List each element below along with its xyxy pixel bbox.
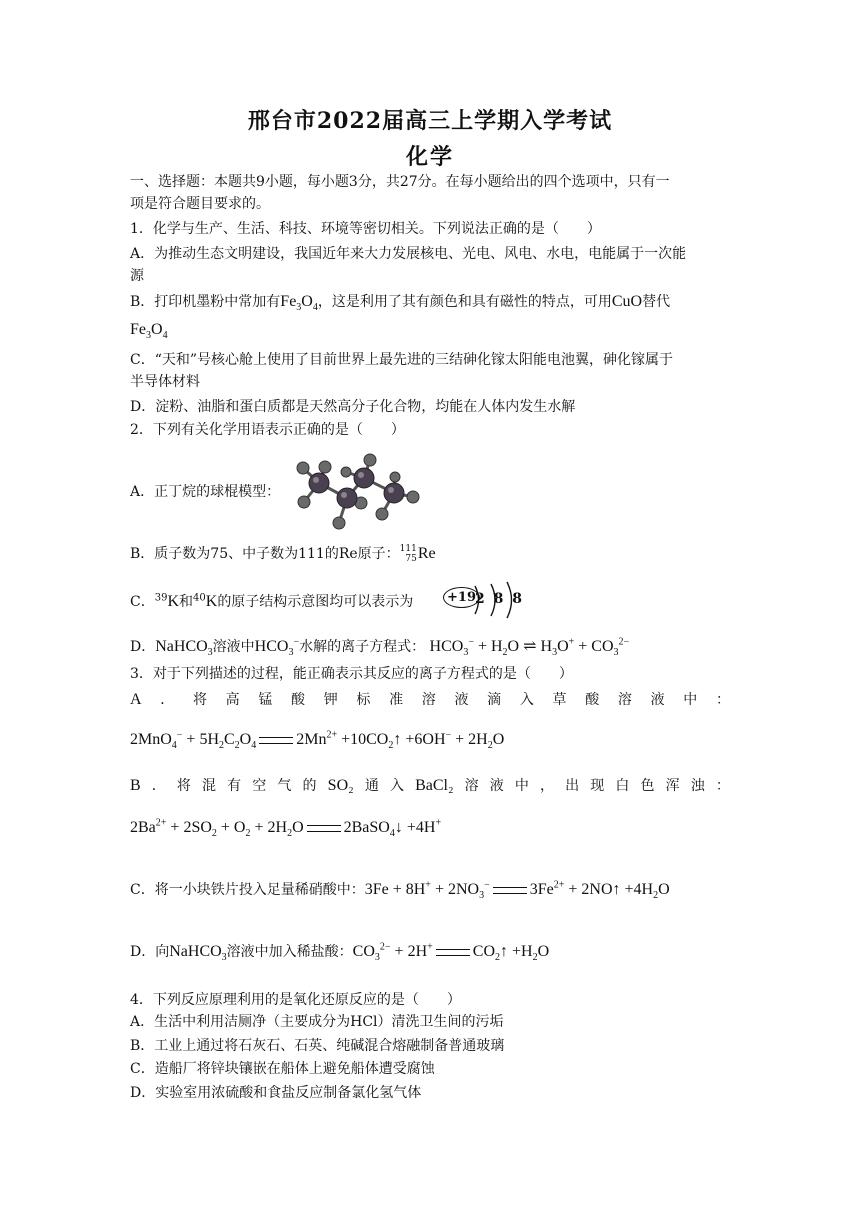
exam-subject: 化学: [405, 144, 454, 170]
q1-b-text: B．打印机墨粉中常加有: [130, 294, 281, 310]
re-symbol: Re: [417, 545, 436, 562]
q3-b-char: 现: [590, 778, 605, 794]
q2-d-label: D．: [130, 639, 156, 655]
q2-d-text2: 水解的离子方程式：: [299, 639, 426, 655]
q3-b-char: 空: [252, 778, 267, 794]
q2-c-text: 的原子结构示意图均可以表示为: [217, 594, 414, 610]
q3-option-a-equation: $2MnO_4^- + 5H_2C_2O_4$ $2Mn^{2+}$ $+10CO_2↑ +6OH^- + 2H_2O$: [130, 729, 505, 752]
q3-stem: 3．对于下列描述的过程，能正确表示其反应的离子方程式的是（ ）: [130, 666, 573, 682]
q1-b-text2: ，这是利用了其有颜色和具有磁性的特点，可用: [317, 294, 612, 310]
section-heading-cont: 项是符合题目要求的。: [130, 196, 270, 212]
q3-b-char: BaCl₂: [415, 777, 454, 794]
k40-mass: 40: [193, 592, 206, 604]
q3-b-char: 将: [176, 778, 191, 794]
q3-a-char: 液: [650, 692, 665, 708]
q3-b-char: B: [130, 777, 141, 794]
q3-b-char: ．: [151, 778, 166, 794]
q3-d-text2: 溶液中加入稀盐酸：: [226, 944, 353, 960]
q2-c-and: 和: [179, 594, 194, 610]
q3-b-char: ，: [540, 778, 555, 794]
q1-b-text3: 替代: [642, 294, 671, 310]
q3-b-char: 中: [514, 778, 529, 794]
q2-option-d: [130, 637, 629, 657]
q2-option-a: A．正丁烷的球棍模型：: [130, 484, 281, 500]
q3-b-char: 的: [302, 778, 317, 794]
q1-option-b: [130, 292, 670, 312]
q1-option-a-cont: 源: [130, 268, 144, 284]
q4-option-b: B．工业上通过将石灰石、石英、纯碱混合熔融制备普通玻璃: [130, 1038, 505, 1054]
q3-a-char: 溶: [421, 692, 436, 708]
section-heading: 一、选择题：本题共9小题，每小题3分，共27分。在每小题给出的四个选项中，只有一: [130, 174, 670, 190]
q1-option-b-cont: $Fe_3O_4$: [130, 321, 168, 342]
q1-option-a: A．为推动生态文明建设，我国近年来大力发展核电、光电、风电、水电，电能属于一次能: [130, 246, 687, 262]
q3-a-char: 溶: [617, 692, 632, 708]
q3-option-d: [130, 942, 549, 962]
formula-hco3-ion: $HCO_3^-$: [254, 636, 300, 659]
k-symbol: K: [167, 593, 180, 610]
q3-a-char: 高: [225, 692, 240, 708]
nucleus-charge: +19: [443, 587, 480, 608]
q3-a-char: 入: [519, 692, 534, 708]
q3-a-char: 锰: [258, 692, 273, 708]
q3-a-char: 钾: [323, 692, 338, 708]
q3-a-char: A: [130, 691, 142, 708]
q3-b-char: ：: [715, 778, 730, 794]
re-mass-number: 111: [399, 544, 417, 554]
q3-b-char: 通: [364, 778, 379, 794]
butane-ball-stick-model: [290, 450, 430, 535]
q3-a-char: 将: [192, 692, 207, 708]
q4-option-d: D．实验室用浓硫酸和食盐反应制备氯化氢气体: [130, 1085, 422, 1101]
q3-a-char: ．: [160, 692, 175, 708]
formula-nahco3-2: NaHCO$_3$: [169, 943, 227, 964]
q3-d-equation: $CO_3^{2-} + 2H^+$ $CO_2↑ +H_2O$: [352, 941, 550, 964]
q2-option-b: [130, 544, 436, 564]
q1-stem: 1．化学与生产、生活、科技、环境等密切相关。下列说法正确的是（ ）: [130, 221, 601, 237]
q1-option-c-cont: 半导体材料: [130, 374, 200, 390]
q3-option-b: [130, 776, 730, 796]
q3-a-char: 准: [389, 692, 404, 708]
q3-option-c: [130, 880, 670, 900]
q4-stem: 4．下列反应原理利用的是氧化还原反应的是（ ）: [130, 992, 461, 1008]
q3-a-char: 液: [454, 692, 469, 708]
q3-d-text: D．向: [130, 944, 170, 960]
re-atomic-number: 75: [405, 554, 417, 564]
q3-b-char: 液: [489, 778, 504, 794]
q1-option-c: C．“天和”号核心舱上使用了目前世界上最先进的三结砷化镓太阳能电池翼，砷化镓属于: [130, 352, 674, 368]
q3-b-char: 白: [615, 778, 630, 794]
q2-option-c: [130, 592, 413, 612]
electron-shells: 2 8 8: [475, 591, 524, 607]
q3-a-char: ：: [715, 692, 730, 708]
k-symbol-2: K: [205, 593, 218, 610]
q3-a-char: 中: [683, 692, 698, 708]
q3-b-char: 色: [640, 778, 655, 794]
q1-option-d: D．淀粉、油脂和蛋白质都是天然高分子化合物，均能在人体内发生水解: [130, 399, 576, 415]
q3-b-char: SO₂: [327, 777, 354, 794]
q2-d-text: 溶液中: [212, 639, 255, 655]
q3-c-equation: $3Fe + 8H^+ + 2NO_3^-$ $3Fe^{2+}$ + 2NO↑ $+4H_2O$: [364, 879, 670, 902]
q4-option-a: A．生活中利用洁厕净（主要成分为HCl）清洗卫生间的污垢: [130, 1014, 504, 1030]
q3-b-char: 出: [565, 778, 580, 794]
formula-cuo: CuO: [611, 293, 643, 310]
q3-a-char: 酸: [585, 692, 600, 708]
q3-b-char: 混: [202, 778, 217, 794]
formula-fe3o4: $Fe_3O_4$: [280, 293, 318, 314]
q3-b-char: 入: [389, 778, 404, 794]
hydrolysis-equation: $HCO_3^- + H_2O$ ⇌ $H_3O^+ + CO_3^{2-}$: [429, 636, 630, 659]
q3-option-a: [130, 690, 730, 710]
q3-c-text: C．将一小块铁片投入足量稀硝酸中：: [130, 882, 365, 898]
q3-b-char: 浊: [690, 778, 705, 794]
q3-b-char: 有: [227, 778, 242, 794]
q2-stem: 2．下列有关化学用语表示正确的是（ ）: [130, 422, 405, 438]
q3-a-char: 酸: [291, 692, 305, 708]
exam-title: 邢台市2022届高三上学期入学考试: [247, 108, 613, 134]
q2-c-label: C．: [130, 594, 155, 610]
q4-option-c: C．造船厂将锌块镶嵌在船体上避免船体遭受腐蚀: [130, 1061, 435, 1077]
q3-option-b-equation: $2Ba^{2+} + 2SO_2 + O_2 + 2H_2O$ 2BaSO$_4$↓ +4H+: [130, 817, 442, 840]
q3-b-char: 溶: [464, 778, 479, 794]
atomic-structure-diagram: [443, 580, 523, 620]
formula-nahco3: NaHCO$_3$: [155, 638, 213, 659]
q2-b-text: B．质子数为75、中子数为111的Re原子：: [130, 546, 400, 562]
q3-b-char: 气: [277, 778, 292, 794]
q3-a-char: 草: [552, 692, 567, 708]
q3-a-char: 标: [356, 692, 371, 708]
q3-b-char: 浑: [665, 778, 680, 794]
re-isotope-numbers: [400, 544, 417, 564]
q3-a-char: 滴: [487, 692, 502, 708]
k39-mass: 39: [154, 592, 168, 604]
